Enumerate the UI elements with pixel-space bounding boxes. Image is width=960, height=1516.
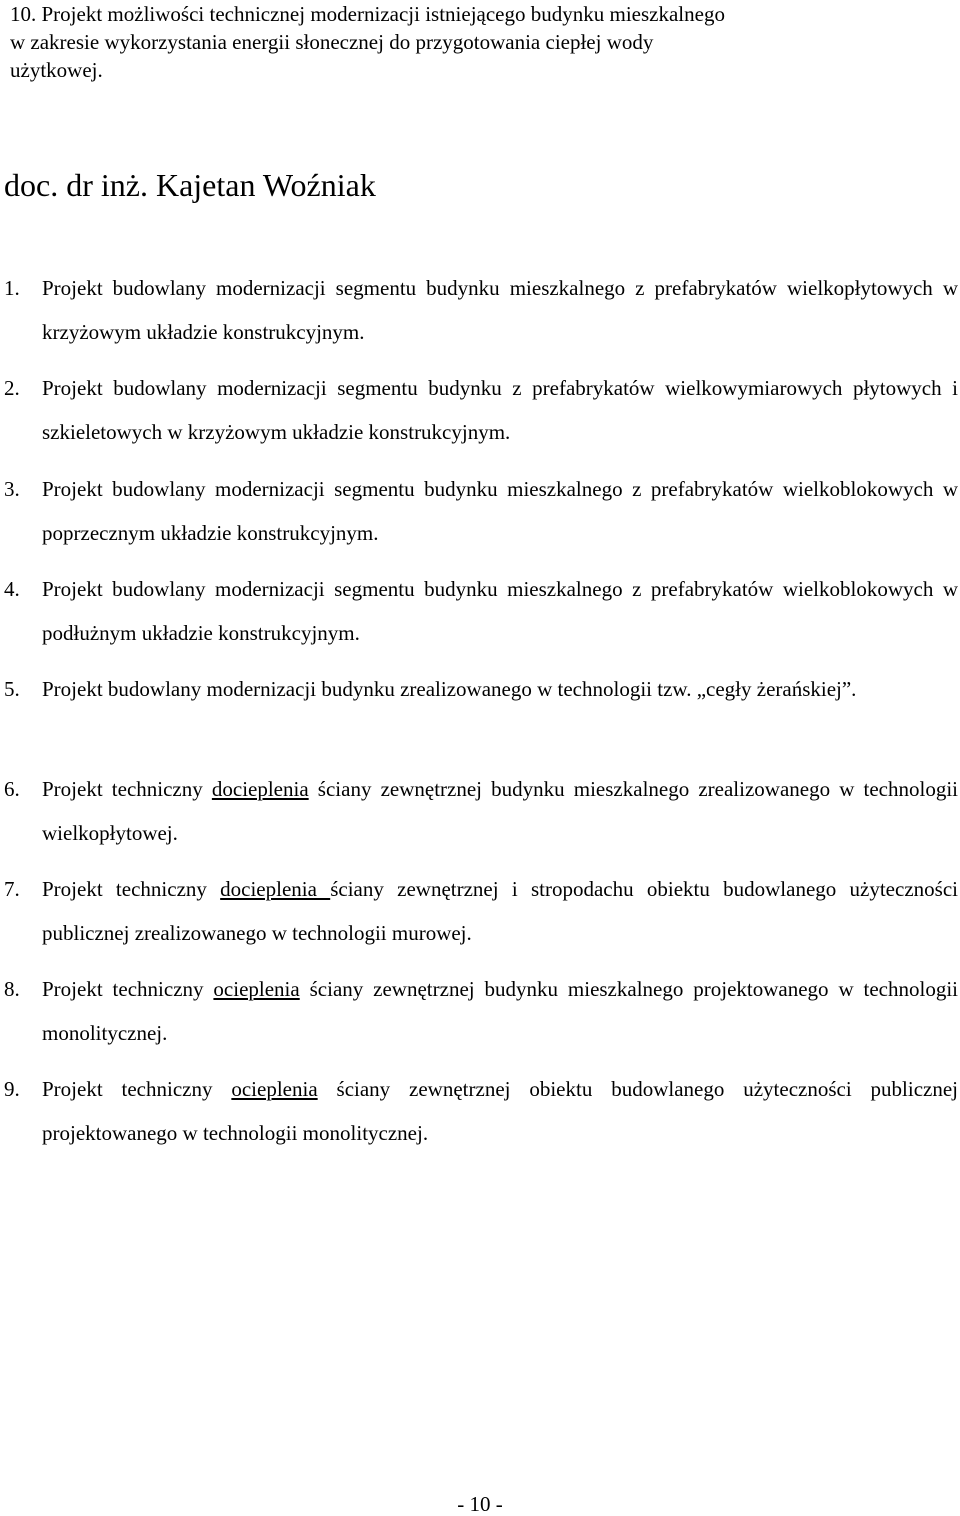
- list-item-text: Projekt techniczny docieplenia ściany zewnętrznej budynku mieszkalnego zrealizowanego w technologii wielkopłytowej.: [42, 777, 958, 845]
- list-item: [4, 767, 958, 855]
- list-item: [4, 567, 958, 655]
- list-item-number: 1.: [4, 276, 20, 300]
- list-item-text: Projekt budowlany modernizacji segmentu budynku mieszkalnego z prefabrykatów wielkopłytowych w krzyżowym układzie konstrukcyjnym.: [42, 276, 958, 344]
- list-item-text: Projekt budowlany modernizacji segmentu budynku mieszkalnego z prefabrykatów wielkoblokowych w podłużnym układzie konstrukcyjnym.: [42, 577, 958, 645]
- heading-line: 10. Projekt możliwości technicznej modernizacji istniejącego budynku mieszkalnego: [10, 2, 725, 26]
- list-item-text: Projekt budowlany modernizacji segmentu budynku mieszkalnego z prefabrykatów wielkoblokowych w poprzecznym układzie konstrukcyjnym.: [42, 477, 958, 545]
- list-item-number: 3.: [4, 477, 20, 501]
- page-number-text: - 10 -: [457, 1492, 503, 1516]
- page-number: [0, 1493, 960, 1515]
- list-item: [4, 467, 958, 555]
- heading-line: w zakresie wykorzystania energii słonecznej do przygotowania ciepłej wody: [10, 30, 654, 54]
- list-item: [4, 667, 958, 711]
- list-item-text: Projekt budowlany modernizacji segmentu budynku z prefabrykatów wielkowymiarowych płytowych i szkieletowych w krzyżowym układzie konstrukcyjnym.: [42, 376, 958, 444]
- list-item: [4, 967, 958, 1055]
- list-item: [4, 1067, 958, 1155]
- list-item-text: Projekt techniczny docieplenia ściany zewnętrznej i stropodachu obiektu budowlanego użyteczności publicznej zrealizowanego w technologii murowej.: [42, 877, 958, 945]
- author-name: doc. dr inż. Kajetan Woźniak: [4, 167, 376, 203]
- list-item-text: Projekt budowlany modernizacji budynku zrealizowanego w technologii tzw. „cegły żerańskiej”.: [42, 677, 857, 701]
- list-item-text: Projekt techniczny ocieplenia ściany zewnętrznej budynku mieszkalnego projektowanego w technologii monolitycznej.: [42, 977, 958, 1045]
- list-item-number: 7.: [4, 877, 20, 901]
- list-item: [4, 867, 958, 955]
- list-item-number: 2.: [4, 376, 20, 400]
- list-item: [4, 266, 958, 354]
- list-item-number: 4.: [4, 577, 20, 601]
- heading-line: użytkowej.: [10, 58, 103, 82]
- section-heading: [10, 0, 950, 84]
- list-item-number: 5.: [4, 677, 20, 701]
- list-item-number: 9.: [4, 1077, 20, 1101]
- list-item-number: 6.: [4, 777, 20, 801]
- list-item-text: Projekt techniczny ocieplenia ściany zewnętrznej obiektu budowlanego użyteczności publicznej projektowanego w technologii monolitycznej.: [42, 1077, 958, 1145]
- list-item-number: 8.: [4, 977, 20, 1001]
- list-item: [4, 366, 958, 454]
